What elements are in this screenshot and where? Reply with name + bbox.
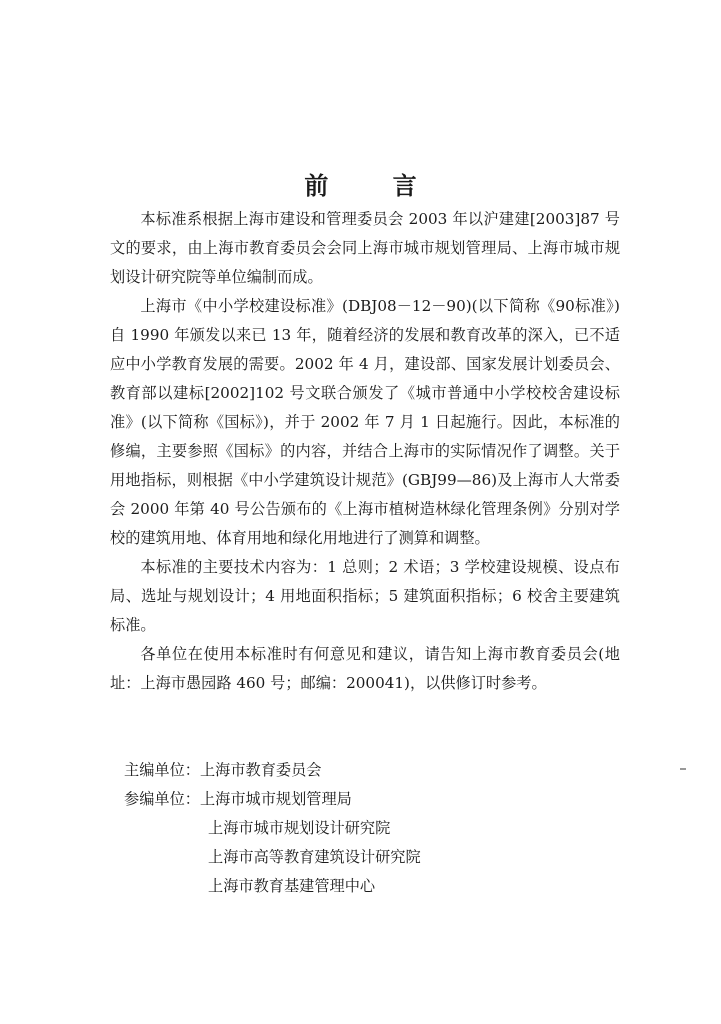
paragraph: 各单位在使用本标准时有何意见和建议，请告知上海市教育委员会(地址：上海市愚园路 460 号；邮编：200041)，以供修订时参考。 — [110, 645, 620, 692]
paragraph: 本标准的主要技术内容为：1 总则；2 术语；3 学校建设规模、设点布局、选址与规划设计；4 用地面积指标；5 建筑面积指标；6 校舍主要建筑标准。 — [110, 558, 620, 634]
paragraph: 上海市《中小学校建设标准》(DBJ08－12－90)(以下简称《90标准》)自 1990 年颁发以来已 13 年，随着经济的发展和教育改革的深入，已不适应中小学教育发展的需要。2002 年 4 月，建设部、国家发展计划委员会、教育部以建标[2002]102 号文联合颁发了《城市普通中小学校校舍建设标准》(以下简称《国标》)，并于 2002 年 7 月 1 日起施行。因此，本标准的修编，主要参照《国标》的内容，并结合上海市的实际情况作了调整。关于用地指标，则根据《中小学建筑设计规范》(GBJ99—86)及上海市人大常委会 2000 年第 40 号公告颁布的《上海市植树造林绿化管理条例》分别对学校的建筑用地、体育用地和绿化用地进行了测算和调整。 — [110, 297, 620, 547]
preface-body — [110, 205, 620, 698]
scan-mark — [680, 768, 686, 770]
participating-unit: 上海市教育基建管理中心 — [208, 877, 376, 895]
compiling-units — [124, 756, 604, 901]
participating-unit: 参编单位：上海市城市规划管理局 — [124, 790, 352, 808]
chief-editor-unit: 主编单位：上海市教育委员会 — [124, 761, 322, 779]
participating-unit: 上海市高等教育建筑设计研究院 — [208, 848, 421, 866]
participating-unit: 上海市城市规划设计研究院 — [208, 819, 391, 837]
page-title: 前 言 — [304, 172, 445, 201]
paragraph: 本标准系根据上海市建设和管理委员会 2003 年以沪建建[2003]87 号文的要求，由上海市教育委员会会同上海市城市规划管理局、上海市城市规划设计研究院等单位编制而成。 — [110, 210, 620, 286]
